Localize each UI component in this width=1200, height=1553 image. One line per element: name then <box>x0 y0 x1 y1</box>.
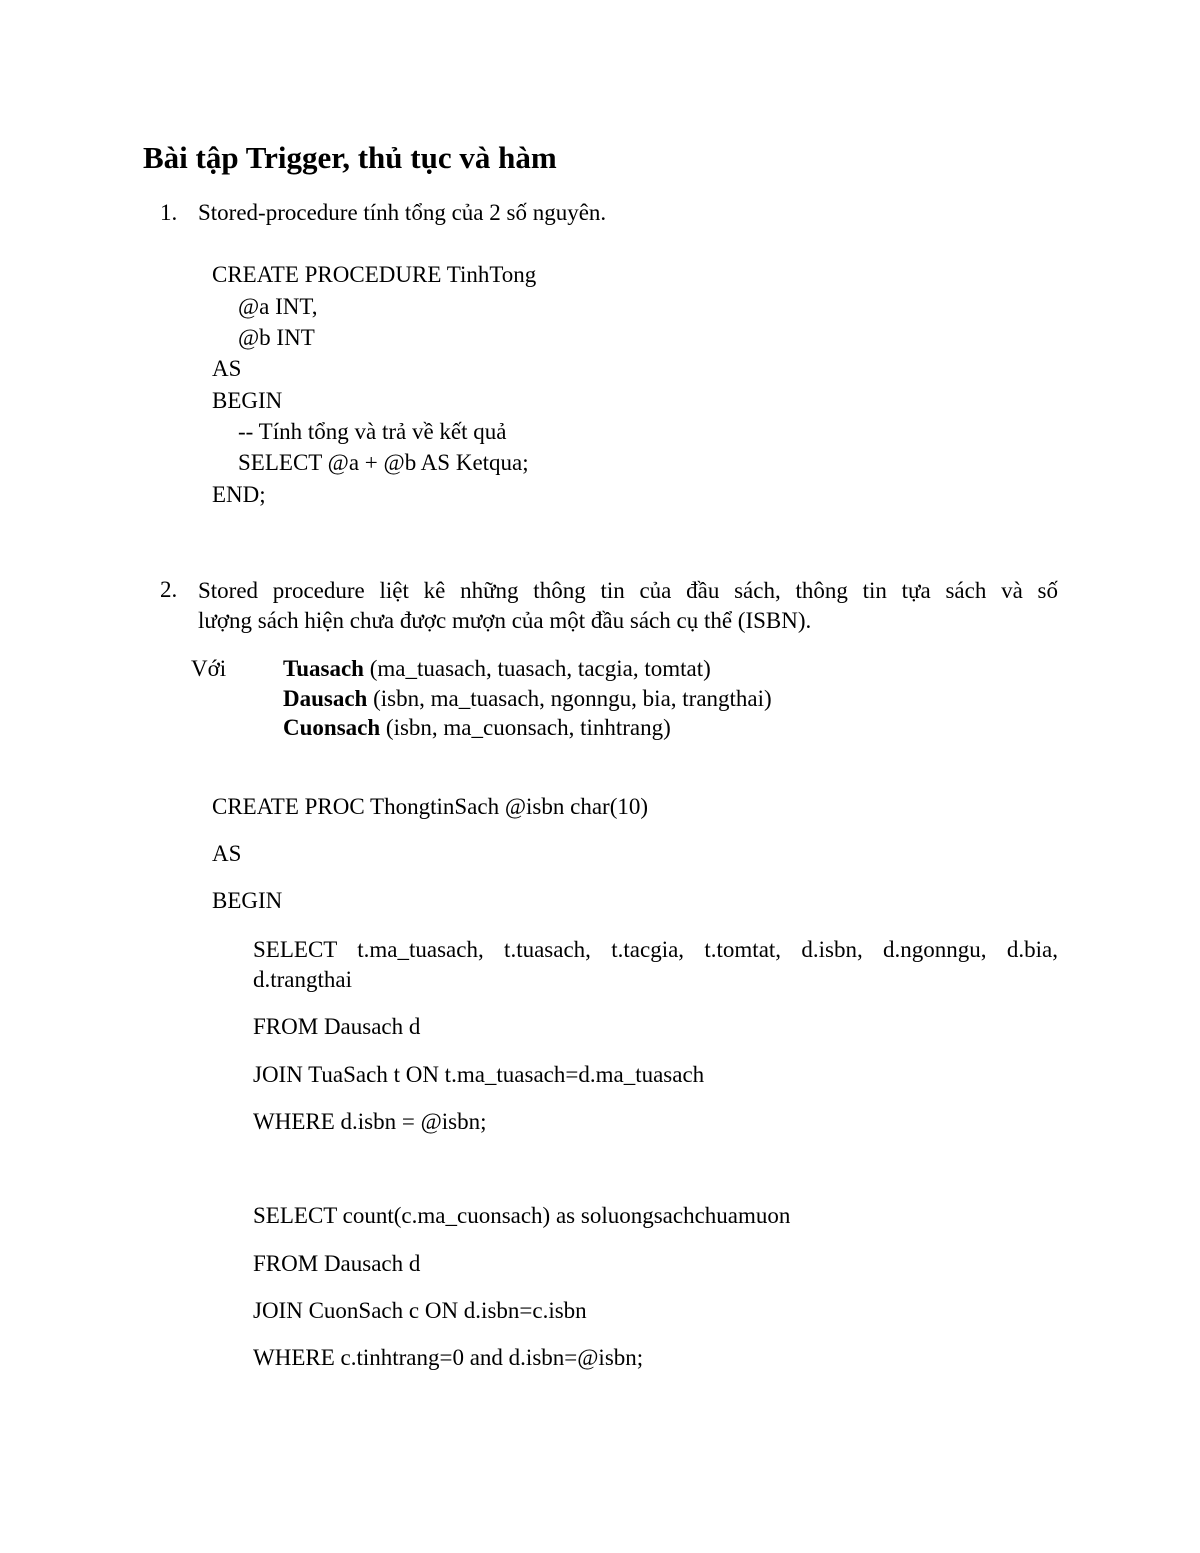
schema-fields: (isbn, ma_cuonsach, tinhtrang) <box>385 715 671 740</box>
item-2-text-line-1: Stored procedure liệt kê những thông tin của đầu sách, thông tin tựa sách và số <box>198 578 1058 603</box>
code-line: d.trangthai <box>253 967 352 992</box>
item-1-number: 1. <box>160 200 178 225</box>
code-line: FROM Dausach d <box>253 1251 421 1276</box>
code-line: JOIN CuonSach c ON d.isbn=c.isbn <box>253 1298 587 1323</box>
code-line: CREATE PROC ThongtinSach @isbn char(10) <box>212 794 649 819</box>
with-label: Với <box>191 656 227 681</box>
item-2-text-line-2: lượng sách hiện chưa được mượn của một đầu sách cụ thể (ISBN). <box>198 608 812 633</box>
schema-fields: (isbn, ma_tuasach, ngonngu, bia, trangthai) <box>373 686 772 711</box>
code-line: SELECT @a + @b AS Ketqua; <box>238 450 529 475</box>
code-line: @a INT, <box>238 294 318 319</box>
code-comment: -- Tính tổng và trả về kết quả <box>238 419 507 444</box>
code-line: SELECT count(c.ma_cuonsach) as soluongsachchuamuon <box>253 1203 791 1228</box>
code-line: BEGIN <box>212 888 283 913</box>
code-line: SELECT t.ma_tuasach, t.tuasach, t.tacgia, t.tomtat, d.isbn, d.ngonngu, d.bia, <box>253 937 1058 962</box>
schema-fields: (ma_tuasach, tuasach, tacgia, tomtat) <box>369 656 711 681</box>
code-line: @b INT <box>238 325 315 350</box>
schema-name: Dausach <box>283 686 368 711</box>
page-title: Bài tập Trigger, thủ tục và hàm <box>143 140 557 175</box>
code-line: CREATE PROCEDURE TinhTong <box>212 262 537 287</box>
code-line: WHERE c.tinhtrang=0 and d.isbn=@isbn; <box>253 1345 644 1370</box>
schema-tuasach <box>283 654 711 684</box>
code-line: JOIN TuaSach t ON t.ma_tuasach=d.ma_tuasach <box>253 1062 705 1087</box>
schema-cuonsach <box>283 713 671 743</box>
schema-name: Tuasach <box>283 656 364 681</box>
code-line: AS <box>212 356 242 381</box>
code-line: FROM Dausach d <box>253 1014 421 1039</box>
code-line: WHERE d.isbn = @isbn; <box>253 1109 487 1134</box>
schema-name: Cuonsach <box>283 715 381 740</box>
item-2-number: 2. <box>160 577 178 602</box>
schema-dausach <box>283 684 772 714</box>
code-line: BEGIN <box>212 388 283 413</box>
code-line: END; <box>212 482 266 507</box>
item-1-text: Stored-procedure tính tổng của 2 số nguyên. <box>198 200 607 225</box>
code-line: AS <box>212 841 242 866</box>
